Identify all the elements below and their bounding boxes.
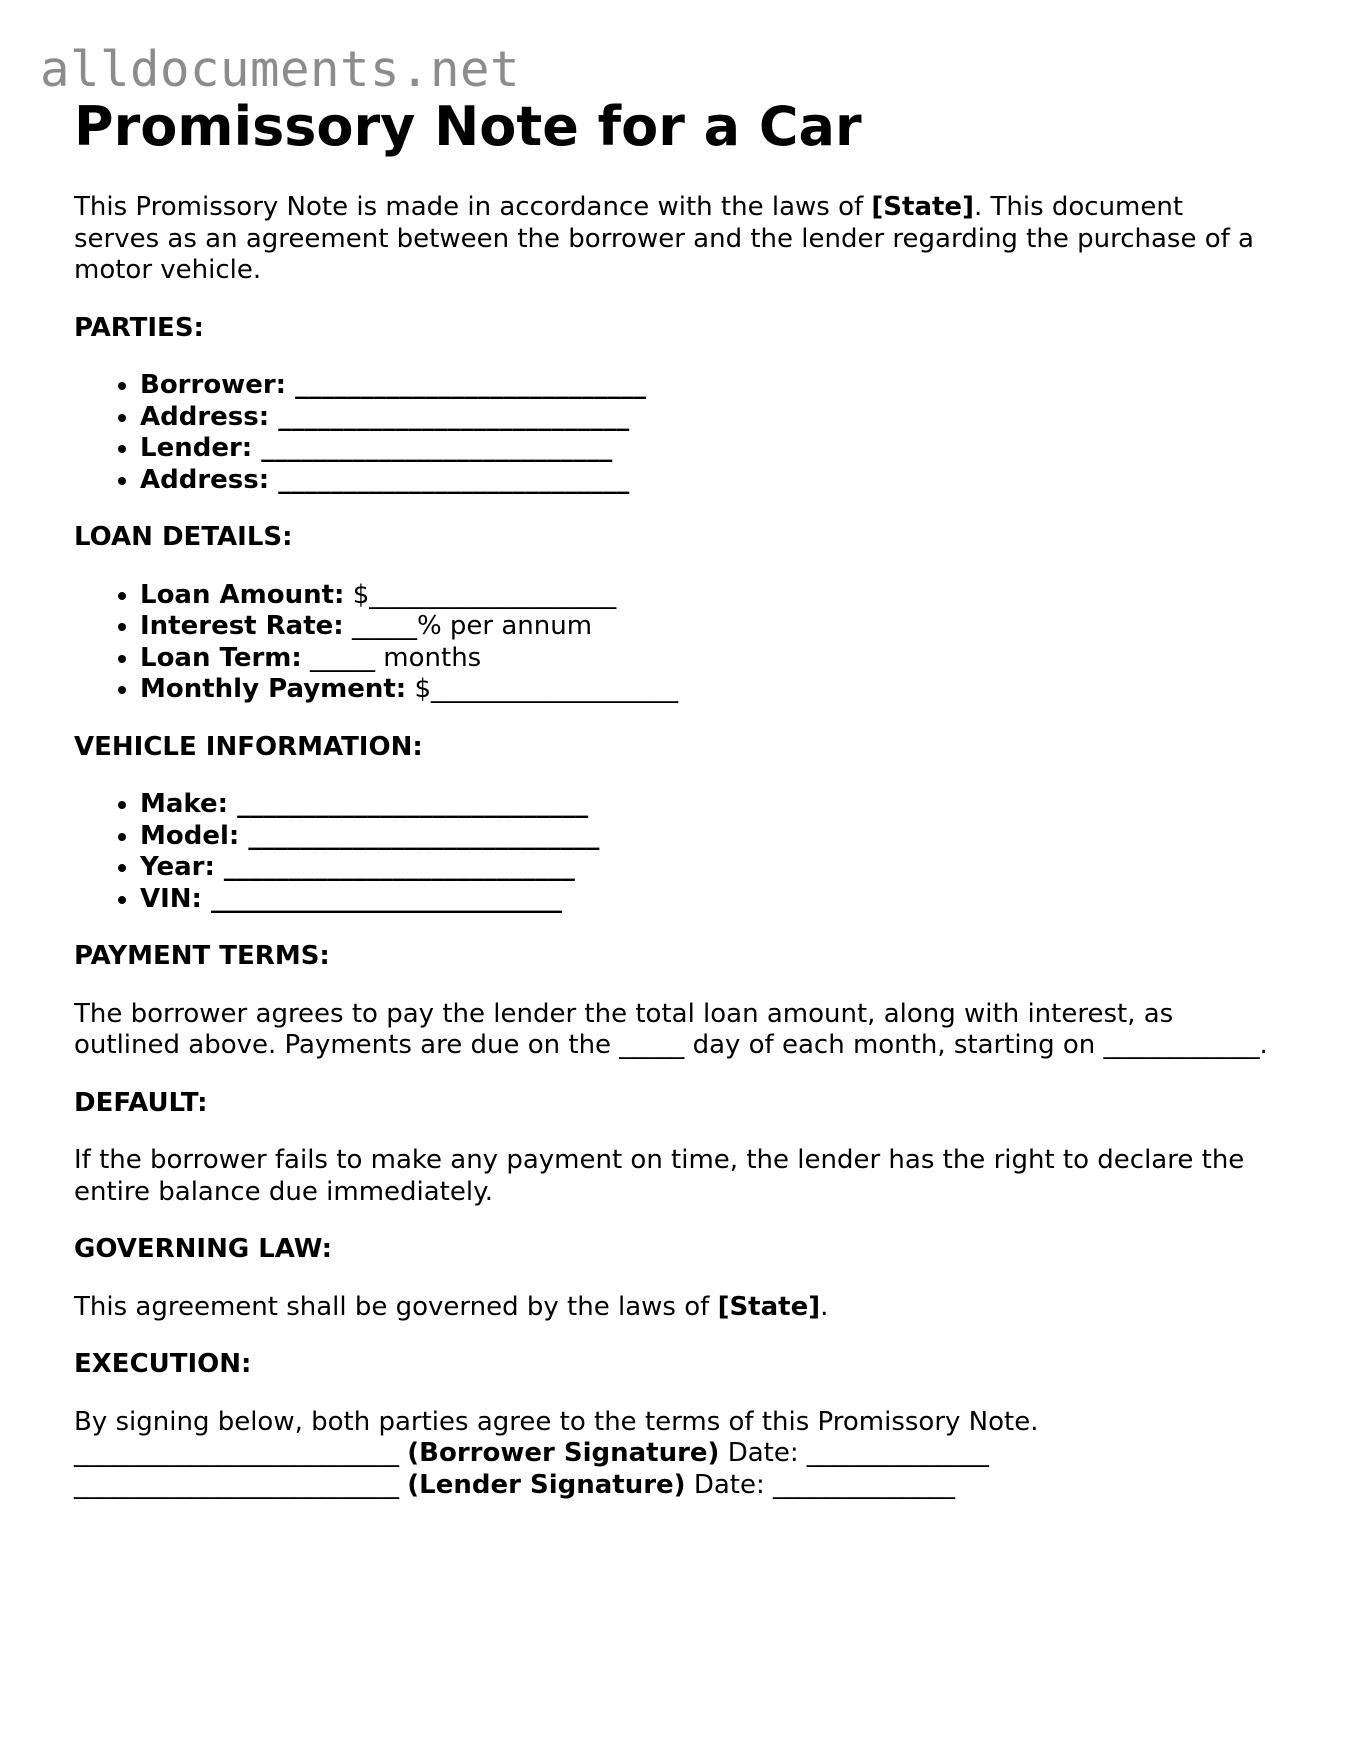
list-item: [140, 884, 1274, 916]
watermark: alldocuments.net: [40, 41, 521, 98]
loan-details-heading: LOAN DETAILS:: [74, 522, 293, 552]
field-label: Interest Rate:: [140, 611, 344, 641]
document-page: [74, 92, 1274, 1501]
field-blank: ___________________________: [239, 820, 600, 851]
signature-blank: _________________________: [74, 1469, 408, 1500]
document-title: Promissory Note for a Car: [74, 95, 862, 158]
field-label: Model:: [140, 820, 240, 851]
intro-text-after: . This document serves as an agreement between the borrower and the lender regarding the purchase of a motor vehicle.: [74, 192, 1254, 285]
field-blank: ___________________________: [269, 464, 630, 495]
vehicle-info-list: [74, 789, 1274, 915]
date-field: Date: ______________: [719, 1438, 989, 1468]
field-blank: ___________________________: [214, 852, 575, 882]
borrower-signature-line: [74, 1438, 1274, 1470]
field-blank: _____% per annum: [343, 611, 593, 641]
field-blank: ___________________________: [201, 883, 563, 914]
list-item: [140, 465, 1274, 497]
list-item: [140, 433, 1274, 465]
field-blank: ___________________________: [286, 370, 647, 400]
governing-law-heading: GOVERNING LAW:: [74, 1234, 333, 1264]
field-label: Borrower:: [140, 370, 287, 400]
intro-state-placeholder: [State]: [871, 192, 974, 222]
signature-blank: _________________________: [74, 1438, 408, 1468]
loan-details-list: [74, 580, 1274, 706]
list-item: [140, 402, 1274, 434]
list-item: [140, 611, 1274, 643]
payment-terms-paragraph: The borrower agrees to pay the lender the total loan amount, along with interest, as outlined above. Payments are due on the _____ day of each month, starting on ____________.: [74, 998, 1268, 1060]
list-item: [140, 821, 1274, 853]
field-label: Make:: [140, 789, 229, 819]
field-label: Address:: [140, 401, 270, 432]
list-item: [140, 643, 1274, 675]
field-label: VIN:: [140, 883, 202, 914]
field-blank: $___________________: [344, 579, 617, 610]
date-field: Date: ______________: [685, 1469, 955, 1500]
field-label: Loan Amount:: [140, 579, 345, 610]
execution-paragraph: By signing below, both parties agree to the terms of this Promissory Note.: [74, 1406, 1039, 1437]
list-item: [140, 852, 1274, 884]
borrower-signature-label: (Borrower Signature): [407, 1438, 720, 1468]
field-label: Loan Term:: [140, 642, 302, 673]
parties-heading: PARTIES:: [74, 312, 204, 343]
payment-terms-heading: PAYMENT TERMS:: [74, 941, 330, 971]
intro-text-before: This Promissory Note is made in accordance with the laws of: [74, 192, 872, 222]
lender-signature-label: (Lender Signature): [407, 1469, 686, 1500]
field-label: Monthly Payment:: [140, 674, 407, 704]
field-blank: _____ months: [301, 642, 482, 673]
field-label: Address:: [140, 464, 270, 495]
list-item: [140, 674, 1274, 706]
intro-paragraph: [74, 192, 1274, 287]
default-heading: DEFAULT:: [74, 1087, 208, 1118]
governing-law-text-after: .: [820, 1291, 829, 1322]
parties-list: [74, 370, 1274, 496]
list-item: [140, 580, 1274, 612]
field-blank: ___________________________: [228, 789, 589, 819]
list-item: [140, 789, 1274, 821]
field-blank: $___________________: [406, 674, 679, 704]
field-label: Year:: [140, 852, 215, 882]
list-item: [140, 370, 1274, 402]
default-paragraph: If the borrower fails to make any payment on time, the lender has the right to declare the entire balance due immediately.: [74, 1145, 1245, 1207]
governing-law-state-placeholder: [State]: [717, 1291, 821, 1322]
execution-heading: EXECUTION:: [74, 1349, 252, 1379]
field-blank: ___________________________: [252, 433, 613, 463]
vehicle-info-heading: VEHICLE INFORMATION:: [74, 731, 423, 762]
field-blank: ___________________________: [269, 401, 630, 432]
field-label: Lender:: [140, 433, 253, 463]
lender-signature-line: [74, 1470, 1274, 1502]
governing-law-text-before: This agreement shall be governed by the laws of: [74, 1291, 718, 1322]
governing-law-paragraph: [74, 1292, 1274, 1324]
